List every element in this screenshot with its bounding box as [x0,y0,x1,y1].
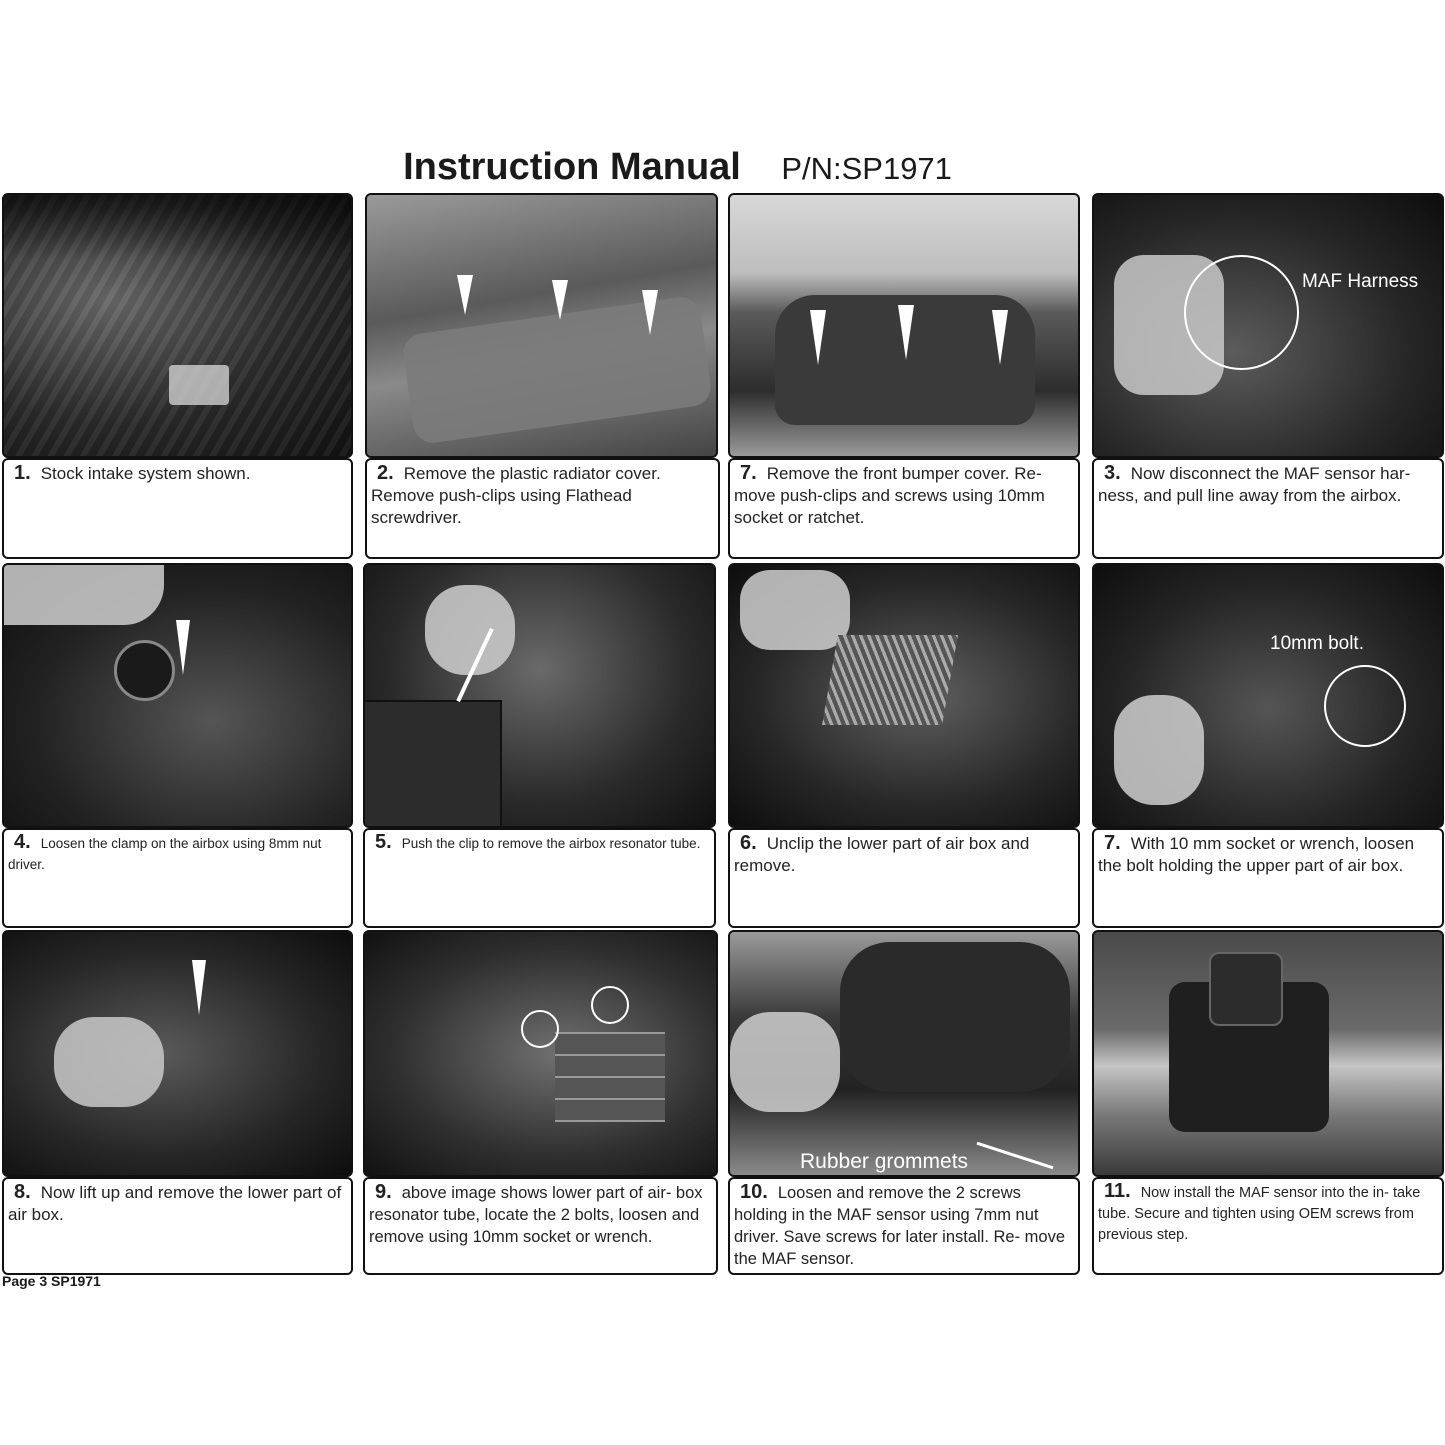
photo-step-8 [2,930,353,1177]
arrow-icon [176,620,190,675]
page-title [0,146,1445,189]
maf-harness-label: MAF Harness [1302,271,1419,292]
caption-step-9 [363,1177,718,1275]
highlight-circle [591,986,629,1024]
caption-step-1 [2,458,353,559]
arrow-icon [642,290,658,335]
step-text: Stock intake system shown. [40,464,251,483]
highlight-circle [1184,255,1299,370]
photo-step-6 [728,563,1080,828]
step-text: Now lift up and remove the lower part of air box. [8,1183,342,1224]
step-number: 11. [1104,1180,1131,1202]
step-text: Remove the front bumper cover. Re- move push-clips and screws using 10mm socket or ratchet. [734,464,1045,527]
manual-title: Instruction Manual [403,146,741,188]
step-number: 3. [1104,462,1121,484]
step-number: 9. [375,1181,392,1203]
arrow-icon [457,275,473,315]
step-text: Remove the plastic radiator cover. Remove push-clips using Flathead screwdriver. [371,464,661,527]
step-number: 7. [740,462,757,484]
step-text: Now disconnect the MAF sensor har- ness, and pull line away from the airbox. [1098,464,1411,505]
photo-step-10 [728,930,1080,1177]
caption-step-5 [363,828,716,928]
arrow-icon [898,305,914,360]
caption-step-11 [1092,1177,1444,1275]
step-text: Now install the MAF sensor into the in- take tube. Secure and tighten using OEM screws from previous step. [1098,1185,1421,1243]
step-number: 1. [14,462,31,484]
photo-step-11 [1092,930,1444,1177]
highlight-circle [1324,665,1406,747]
part-number: P/N:SP1971 [781,151,952,186]
photo-step-1 [2,193,353,458]
arrow-icon [552,280,568,320]
photo-step-7a [728,193,1080,458]
caption-step-4 [2,828,353,928]
step-text: above image shows lower part of air- box resonator tube, locate the 2 bolts, loosen and remove using 10mm socket or wrench. [369,1184,703,1246]
step-number: 10. [740,1181,768,1203]
photo-step-5 [363,563,716,828]
step-number: 2. [377,462,394,484]
step-number: 7. [1104,832,1121,854]
photo-step-4 [2,563,353,828]
highlight-circle [521,1010,559,1048]
step-text: Loosen and remove the 2 screws holding in the MAF sensor using 7mm nut driver. Save screws for later install. Re- move the MAF sensor. [734,1184,1066,1268]
caption-step-8 [2,1177,353,1275]
caption-step-10 [728,1177,1080,1275]
arrow-icon [192,960,206,1015]
rubber-grommets-label: Rubber grommets [800,1150,969,1173]
step-number: 5. [375,831,392,853]
arrow-icon [810,310,826,365]
step-text: Loosen the clamp on the airbox using 8mm nut driver. [8,836,322,872]
step-number: 4. [14,831,31,853]
photo-step-9 [363,930,718,1177]
caption-step-2 [365,458,720,559]
page-footer: Page 3 SP1971 [2,1273,101,1289]
step-number: 6. [740,832,757,854]
caption-step-3 [1092,458,1444,559]
caption-step-7b [1092,828,1444,928]
photo-step-2 [365,193,718,458]
step-number: 8. [14,1181,31,1203]
caption-step-7a [728,458,1080,559]
bolt-label: 10mm bolt. [1270,633,1364,654]
arrow-icon [992,310,1008,365]
photo-step-7b [1092,563,1444,828]
step-text: Push the clip to remove the airbox resonator tube. [401,836,701,851]
step-text: Unclip the lower part of air box and remove. [734,834,1030,875]
caption-step-6 [728,828,1080,928]
photo-step-3 [1092,193,1444,458]
step-text: With 10 mm socket or wrench, loosen the bolt holding the upper part of air box. [1098,834,1415,875]
